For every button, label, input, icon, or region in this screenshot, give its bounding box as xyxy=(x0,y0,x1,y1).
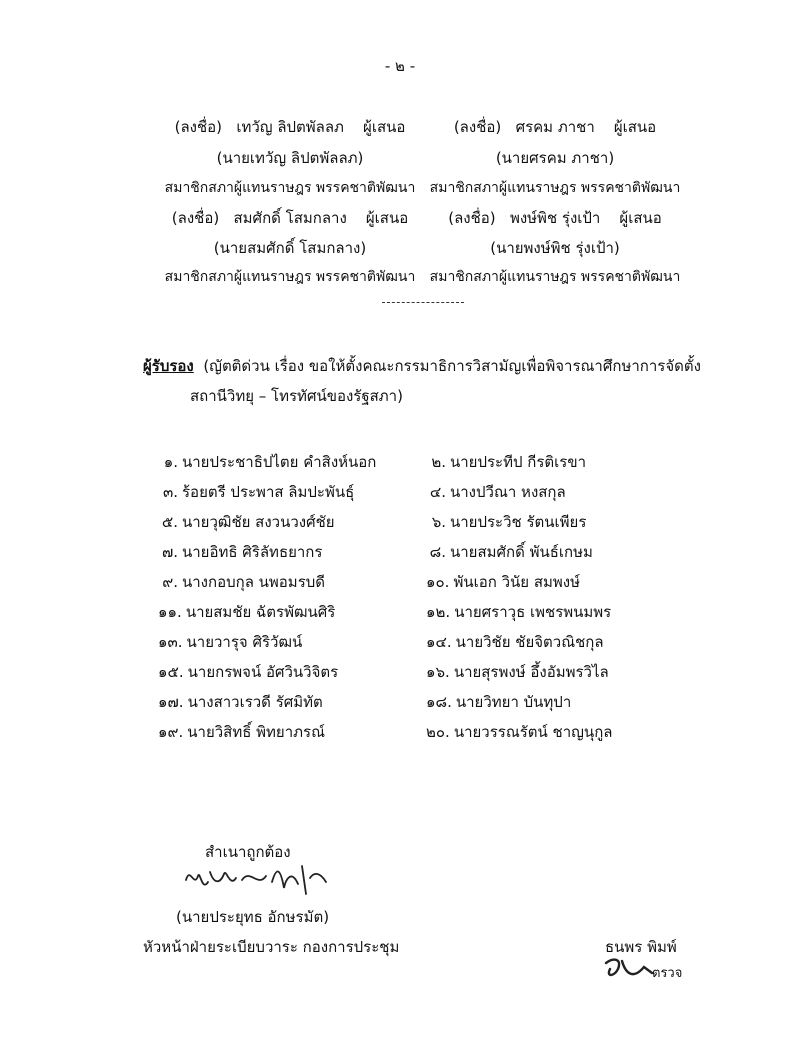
endorser-name: นางปวีณา หงสกุล xyxy=(450,483,566,501)
endorser-name: พันเอก วินัย สมพงษ์ xyxy=(453,573,580,591)
proposer-2-signature-line xyxy=(430,115,680,139)
endorser-number: ๑๗. xyxy=(158,693,184,711)
certification-label: สำเนาถูกต้อง xyxy=(205,843,291,861)
proposer-1-full-name: (นายเทวัญ ลิปตพัลลภ) xyxy=(216,149,364,167)
endorser-number: ๑๒. xyxy=(426,603,451,621)
endorser-name: นายวรรณรัตน์ ชาญนุกูล xyxy=(453,723,613,741)
sign-prefix: (ลงชื่อ) xyxy=(453,118,502,136)
endorser-number: ๑. xyxy=(163,453,178,471)
endorser-number: ๗. xyxy=(161,543,178,561)
sign-role: ผู้เสนอ xyxy=(619,209,662,227)
typist-name: ธนพร พิมพ์ xyxy=(605,938,677,956)
endorser-number: ๑๐. xyxy=(426,573,450,591)
endorsers-heading: ผู้รับรอง xyxy=(143,357,194,375)
endorser-item xyxy=(158,450,376,474)
endorser-item xyxy=(426,720,612,744)
sign-name: ศรคม ภาชา xyxy=(515,118,595,136)
endorser-item xyxy=(158,690,323,714)
endorser-name: นายสุรพงษ์ อึ้งอัมพรวิไล xyxy=(453,663,609,681)
endorser-name: นางสาวเรวดี รัศมิทัต xyxy=(187,693,323,711)
endorser-item xyxy=(158,660,338,684)
endorser-number: ๑๙. xyxy=(158,723,184,741)
proposer-1-signature-line xyxy=(165,115,415,139)
endorser-item xyxy=(158,570,325,594)
endorser-item xyxy=(158,510,335,534)
endorser-item xyxy=(426,480,566,504)
endorser-number: ๑๕. xyxy=(158,663,184,681)
endorser-item xyxy=(426,540,593,564)
endorser-item xyxy=(158,480,354,504)
endorser-name: นายประชาธิปไตย คำสิงห์นอก xyxy=(182,453,377,471)
proposer-2-full-name: (นายศรคม ภาชา) xyxy=(495,149,615,167)
proposer-3-signature-line xyxy=(165,206,415,230)
endorser-number: ๙. xyxy=(162,573,178,591)
endorser-item xyxy=(426,690,571,714)
endorser-item xyxy=(426,630,604,654)
sign-prefix: (ลงชื่อ) xyxy=(171,209,220,227)
endorser-name: นายประทีป กีรติเรขา xyxy=(450,453,587,471)
endorser-name: ร้อยตรี ประพาส ลิมปะพันธุ์ xyxy=(182,483,355,501)
endorser-number: ๔. xyxy=(429,483,446,501)
checker-initials xyxy=(600,955,700,985)
endorsers-description: (ญัตติด่วน เรื่อง ขอให้ตั้งคณะกรรมาธิการวิสามัญเพื่อพิจารณาศึกษาการจัดตั้ง xyxy=(203,357,701,375)
endorser-number: ๑๑. xyxy=(158,603,182,621)
sign-role: ผู้เสนอ xyxy=(363,118,406,136)
endorser-item xyxy=(426,660,609,684)
separator-rule xyxy=(382,302,464,303)
endorser-item xyxy=(158,630,302,654)
endorser-number: ๑๘. xyxy=(426,693,452,711)
sign-role: ผู้เสนอ xyxy=(613,118,657,136)
endorser-name: นายศราวุธ เพชรพนมพร xyxy=(454,603,612,621)
endorser-item xyxy=(158,720,325,744)
endorser-number: ๒๐. xyxy=(426,723,450,741)
certifier-name: (นายประยุทธ อักษรมัต) xyxy=(176,908,330,926)
endorser-item xyxy=(158,540,322,564)
endorser-item xyxy=(426,510,586,534)
endorser-item xyxy=(426,450,586,474)
proposer-2-title: สมาชิกสภาผู้แทนราษฎร พรรคชาติพัฒนา xyxy=(429,180,681,196)
endorser-number: ๒. xyxy=(431,453,446,471)
endorser-item xyxy=(426,600,611,624)
endorser-item xyxy=(158,600,335,624)
endorser-name: นายวุฒิชัย สงวนวงศ์ชัย xyxy=(182,513,335,531)
endorser-name: นายประวิช รัตนเพียร xyxy=(450,513,587,531)
sign-name: พงษ์พิช รุ่งเป้า xyxy=(509,209,601,227)
page-number: - ๒ - xyxy=(384,57,416,75)
certifier-signature xyxy=(180,858,330,898)
endorser-name: นายวิชัย ชัยจิตวณิชกุล xyxy=(455,633,604,651)
proposer-3-title: สมาชิกสภาผู้แทนราษฎร พรรคชาติพัฒนา xyxy=(164,269,416,285)
endorsers-heading-line xyxy=(143,354,701,378)
sign-role: ผู้เสนอ xyxy=(365,209,409,227)
sign-prefix: (ลงชื่อ) xyxy=(174,118,223,136)
sign-prefix: (ลงชื่อ) xyxy=(448,209,496,227)
endorser-number: ๘. xyxy=(429,543,446,561)
endorser-name: นายวารุจ ศิริวัฒน์ xyxy=(186,633,303,651)
proposer-1-title: สมาชิกสภาผู้แทนราษฎร พรรคชาติพัฒนา xyxy=(164,180,416,196)
proposer-4-signature-line xyxy=(430,206,680,230)
endorser-name: นายวิสิทธิ์ พิทยาภรณ์ xyxy=(187,723,325,741)
endorser-number: ๕. xyxy=(161,513,178,531)
endorser-number: ๖. xyxy=(431,513,446,531)
endorser-name: นายอิทธิ ศิริลัทธยากร xyxy=(182,543,323,561)
proposer-4-full-name: (นายพงษ์พิช รุ่งเป้า) xyxy=(490,239,620,257)
sign-name: สมศักดิ์ โสมกลาง xyxy=(233,209,347,227)
endorser-number: ๑๔. xyxy=(426,633,452,651)
endorser-name: นายสมชัย ฉัตรพัฒนศิริ xyxy=(185,603,336,621)
endorser-name: นายวิทยา บันทุปา xyxy=(455,693,572,711)
endorser-number: ๑๖. xyxy=(426,663,450,681)
sign-name: เทวัญ ลิปตพัลลภ xyxy=(236,118,344,136)
proposer-3-full-name: (นายสมศักดิ์ โสมกลาง) xyxy=(213,239,367,257)
endorser-name: นายกรพจน์ อัศวินวิจิตร xyxy=(187,663,339,681)
endorser-name: นายสมศักดิ์ พันธ์เกษม xyxy=(450,543,593,561)
checker-label: ตรวจ xyxy=(652,966,683,981)
endorser-name: นางกอบกุล นพอมรบดี xyxy=(182,573,326,591)
endorser-number: ๑๓. xyxy=(158,633,183,651)
endorser-item xyxy=(426,570,580,594)
endorsers-description-cont: สถานีวิทยุ – โทรทัศน์ของรัฐสภา) xyxy=(190,387,403,405)
endorser-number: ๓. xyxy=(162,483,178,501)
proposer-4-title: สมาชิกสภาผู้แทนราษฎร พรรคชาติพัฒนา xyxy=(429,269,681,285)
certifier-position: หัวหน้าฝ่ายระเบียบวาระ กองการประชุม xyxy=(143,938,400,956)
